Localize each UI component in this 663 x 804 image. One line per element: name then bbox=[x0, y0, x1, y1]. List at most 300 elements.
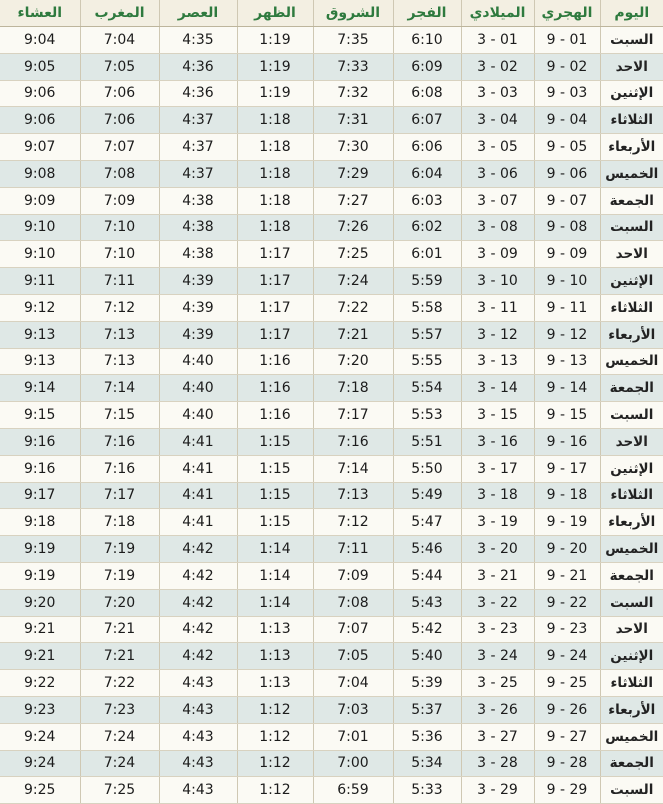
day-cell: السبت bbox=[600, 402, 663, 429]
table-row bbox=[0, 241, 663, 268]
day-cell: الثلاثاء bbox=[600, 107, 663, 134]
maghrib-cell: 7:13 bbox=[80, 348, 159, 375]
asr-cell: 4:37 bbox=[159, 134, 237, 161]
table-row bbox=[0, 750, 663, 777]
sunrise-cell: 7:24 bbox=[313, 268, 393, 295]
hijri-cell: 9 - 17 bbox=[534, 455, 600, 482]
sunrise-cell: 7:31 bbox=[313, 107, 393, 134]
table-row bbox=[0, 589, 663, 616]
header-gregorian: الميلادي bbox=[461, 0, 534, 27]
fajr-cell: 5:44 bbox=[393, 562, 461, 589]
hijri-cell: 9 - 04 bbox=[534, 107, 600, 134]
maghrib-cell: 7:06 bbox=[80, 107, 159, 134]
asr-cell: 4:43 bbox=[159, 723, 237, 750]
hijri-cell: 9 - 09 bbox=[534, 241, 600, 268]
dhuhr-cell: 1:14 bbox=[237, 562, 313, 589]
day-cell: الاحد bbox=[600, 241, 663, 268]
sunrise-cell: 7:33 bbox=[313, 53, 393, 80]
sunrise-cell: 7:30 bbox=[313, 134, 393, 161]
gregorian-cell: 3 - 27 bbox=[461, 723, 534, 750]
table-row bbox=[0, 27, 663, 54]
gregorian-cell: 3 - 26 bbox=[461, 696, 534, 723]
day-cell: السبت bbox=[600, 27, 663, 54]
maghrib-cell: 7:22 bbox=[80, 670, 159, 697]
hijri-cell: 9 - 11 bbox=[534, 294, 600, 321]
day-cell: الخميس bbox=[600, 723, 663, 750]
asr-cell: 4:38 bbox=[159, 187, 237, 214]
sunrise-cell: 7:32 bbox=[313, 80, 393, 107]
sunrise-cell: 7:08 bbox=[313, 589, 393, 616]
day-cell: الإثنين bbox=[600, 80, 663, 107]
dhuhr-cell: 1:17 bbox=[237, 241, 313, 268]
dhuhr-cell: 1:12 bbox=[237, 750, 313, 777]
asr-cell: 4:40 bbox=[159, 375, 237, 402]
isha-cell: 9:21 bbox=[0, 643, 80, 670]
day-cell: الأربعاء bbox=[600, 321, 663, 348]
day-cell: الثلاثاء bbox=[600, 670, 663, 697]
header-dhuhr: الظهر bbox=[237, 0, 313, 27]
table-row bbox=[0, 294, 663, 321]
day-cell: الإثنين bbox=[600, 268, 663, 295]
fajr-cell: 5:59 bbox=[393, 268, 461, 295]
fajr-cell: 5:58 bbox=[393, 294, 461, 321]
table-row bbox=[0, 643, 663, 670]
isha-cell: 9:19 bbox=[0, 536, 80, 563]
isha-cell: 9:10 bbox=[0, 241, 80, 268]
hijri-cell: 9 - 27 bbox=[534, 723, 600, 750]
isha-cell: 9:16 bbox=[0, 428, 80, 455]
dhuhr-cell: 1:18 bbox=[237, 187, 313, 214]
maghrib-cell: 7:08 bbox=[80, 160, 159, 187]
dhuhr-cell: 1:12 bbox=[237, 723, 313, 750]
hijri-cell: 9 - 16 bbox=[534, 428, 600, 455]
isha-cell: 9:17 bbox=[0, 482, 80, 509]
dhuhr-cell: 1:13 bbox=[237, 616, 313, 643]
sunrise-cell: 7:04 bbox=[313, 670, 393, 697]
maghrib-cell: 7:16 bbox=[80, 455, 159, 482]
isha-cell: 9:21 bbox=[0, 616, 80, 643]
day-cell: الجمعة bbox=[600, 187, 663, 214]
table-row bbox=[0, 777, 663, 804]
day-cell: الثلاثاء bbox=[600, 482, 663, 509]
maghrib-cell: 7:11 bbox=[80, 268, 159, 295]
table-row bbox=[0, 348, 663, 375]
dhuhr-cell: 1:16 bbox=[237, 348, 313, 375]
day-cell: السبت bbox=[600, 589, 663, 616]
fajr-cell: 6:04 bbox=[393, 160, 461, 187]
sunrise-cell: 7:35 bbox=[313, 27, 393, 54]
hijri-cell: 9 - 08 bbox=[534, 214, 600, 241]
asr-cell: 4:36 bbox=[159, 80, 237, 107]
day-cell: الاحد bbox=[600, 53, 663, 80]
table-row bbox=[0, 214, 663, 241]
gregorian-cell: 3 - 04 bbox=[461, 107, 534, 134]
asr-cell: 4:36 bbox=[159, 53, 237, 80]
isha-cell: 9:07 bbox=[0, 134, 80, 161]
maghrib-cell: 7:16 bbox=[80, 428, 159, 455]
maghrib-cell: 7:18 bbox=[80, 509, 159, 536]
isha-cell: 9:18 bbox=[0, 509, 80, 536]
sunrise-cell: 7:22 bbox=[313, 294, 393, 321]
day-cell: السبت bbox=[600, 777, 663, 804]
dhuhr-cell: 1:12 bbox=[237, 696, 313, 723]
sunrise-cell: 7:13 bbox=[313, 482, 393, 509]
table-row bbox=[0, 53, 663, 80]
dhuhr-cell: 1:19 bbox=[237, 27, 313, 54]
gregorian-cell: 3 - 28 bbox=[461, 750, 534, 777]
sunrise-cell: 7:20 bbox=[313, 348, 393, 375]
asr-cell: 4:41 bbox=[159, 428, 237, 455]
table-row bbox=[0, 107, 663, 134]
isha-cell: 9:11 bbox=[0, 268, 80, 295]
day-cell: الخميس bbox=[600, 536, 663, 563]
maghrib-cell: 7:24 bbox=[80, 723, 159, 750]
header-fajr: الفجر bbox=[393, 0, 461, 27]
isha-cell: 9:08 bbox=[0, 160, 80, 187]
day-cell: الاحد bbox=[600, 616, 663, 643]
isha-cell: 9:13 bbox=[0, 321, 80, 348]
table-row bbox=[0, 696, 663, 723]
day-cell: الأربعاء bbox=[600, 509, 663, 536]
isha-cell: 9:24 bbox=[0, 723, 80, 750]
day-cell: الخميس bbox=[600, 348, 663, 375]
asr-cell: 4:40 bbox=[159, 348, 237, 375]
asr-cell: 4:35 bbox=[159, 27, 237, 54]
gregorian-cell: 3 - 17 bbox=[461, 455, 534, 482]
gregorian-cell: 3 - 08 bbox=[461, 214, 534, 241]
table-row bbox=[0, 616, 663, 643]
asr-cell: 4:43 bbox=[159, 750, 237, 777]
maghrib-cell: 7:24 bbox=[80, 750, 159, 777]
asr-cell: 4:43 bbox=[159, 777, 237, 804]
gregorian-cell: 3 - 03 bbox=[461, 80, 534, 107]
maghrib-cell: 7:14 bbox=[80, 375, 159, 402]
header-day: اليوم bbox=[600, 0, 663, 27]
table-row bbox=[0, 402, 663, 429]
maghrib-cell: 7:05 bbox=[80, 53, 159, 80]
hijri-cell: 9 - 26 bbox=[534, 696, 600, 723]
fajr-cell: 5:40 bbox=[393, 643, 461, 670]
isha-cell: 9:23 bbox=[0, 696, 80, 723]
maghrib-cell: 7:10 bbox=[80, 214, 159, 241]
dhuhr-cell: 1:16 bbox=[237, 402, 313, 429]
fajr-cell: 6:08 bbox=[393, 80, 461, 107]
hijri-cell: 9 - 20 bbox=[534, 536, 600, 563]
header-isha: العشاء bbox=[0, 0, 80, 27]
day-cell: الجمعة bbox=[600, 750, 663, 777]
gregorian-cell: 3 - 21 bbox=[461, 562, 534, 589]
fajr-cell: 5:36 bbox=[393, 723, 461, 750]
header-asr: العصر bbox=[159, 0, 237, 27]
gregorian-cell: 3 - 22 bbox=[461, 589, 534, 616]
gregorian-cell: 3 - 19 bbox=[461, 509, 534, 536]
isha-cell: 9:06 bbox=[0, 80, 80, 107]
day-cell: الإثنين bbox=[600, 455, 663, 482]
gregorian-cell: 3 - 06 bbox=[461, 160, 534, 187]
hijri-cell: 9 - 14 bbox=[534, 375, 600, 402]
gregorian-cell: 3 - 09 bbox=[461, 241, 534, 268]
fajr-cell: 5:51 bbox=[393, 428, 461, 455]
asr-cell: 4:41 bbox=[159, 482, 237, 509]
isha-cell: 9:05 bbox=[0, 53, 80, 80]
asr-cell: 4:38 bbox=[159, 214, 237, 241]
dhuhr-cell: 1:15 bbox=[237, 509, 313, 536]
gregorian-cell: 3 - 15 bbox=[461, 402, 534, 429]
table-row bbox=[0, 482, 663, 509]
sunrise-cell: 7:12 bbox=[313, 509, 393, 536]
hijri-cell: 9 - 13 bbox=[534, 348, 600, 375]
maghrib-cell: 7:10 bbox=[80, 241, 159, 268]
gregorian-cell: 3 - 14 bbox=[461, 375, 534, 402]
table-header bbox=[0, 0, 663, 27]
asr-cell: 4:42 bbox=[159, 536, 237, 563]
dhuhr-cell: 1:19 bbox=[237, 53, 313, 80]
sunrise-cell: 7:00 bbox=[313, 750, 393, 777]
fajr-cell: 5:47 bbox=[393, 509, 461, 536]
asr-cell: 4:38 bbox=[159, 241, 237, 268]
sunrise-cell: 7:25 bbox=[313, 241, 393, 268]
fajr-cell: 5:57 bbox=[393, 321, 461, 348]
day-cell: الجمعة bbox=[600, 375, 663, 402]
fajr-cell: 5:49 bbox=[393, 482, 461, 509]
maghrib-cell: 7:07 bbox=[80, 134, 159, 161]
fajr-cell: 5:39 bbox=[393, 670, 461, 697]
hijri-cell: 9 - 03 bbox=[534, 80, 600, 107]
hijri-cell: 9 - 18 bbox=[534, 482, 600, 509]
maghrib-cell: 7:09 bbox=[80, 187, 159, 214]
sunrise-cell: 7:29 bbox=[313, 160, 393, 187]
asr-cell: 4:43 bbox=[159, 670, 237, 697]
dhuhr-cell: 1:13 bbox=[237, 670, 313, 697]
sunrise-cell: 7:09 bbox=[313, 562, 393, 589]
hijri-cell: 9 - 10 bbox=[534, 268, 600, 295]
gregorian-cell: 3 - 01 bbox=[461, 27, 534, 54]
header-maghrib: المغرب bbox=[80, 0, 159, 27]
dhuhr-cell: 1:14 bbox=[237, 589, 313, 616]
gregorian-cell: 3 - 18 bbox=[461, 482, 534, 509]
table-row bbox=[0, 428, 663, 455]
dhuhr-cell: 1:16 bbox=[237, 375, 313, 402]
isha-cell: 9:12 bbox=[0, 294, 80, 321]
dhuhr-cell: 1:12 bbox=[237, 777, 313, 804]
dhuhr-cell: 1:18 bbox=[237, 214, 313, 241]
hijri-cell: 9 - 29 bbox=[534, 777, 600, 804]
gregorian-cell: 3 - 02 bbox=[461, 53, 534, 80]
dhuhr-cell: 1:17 bbox=[237, 321, 313, 348]
gregorian-cell: 3 - 07 bbox=[461, 187, 534, 214]
dhuhr-cell: 1:18 bbox=[237, 107, 313, 134]
dhuhr-cell: 1:19 bbox=[237, 80, 313, 107]
isha-cell: 9:04 bbox=[0, 27, 80, 54]
hijri-cell: 9 - 15 bbox=[534, 402, 600, 429]
isha-cell: 9:15 bbox=[0, 402, 80, 429]
maghrib-cell: 7:19 bbox=[80, 562, 159, 589]
hijri-cell: 9 - 28 bbox=[534, 750, 600, 777]
fajr-cell: 5:53 bbox=[393, 402, 461, 429]
asr-cell: 4:42 bbox=[159, 562, 237, 589]
sunrise-cell: 7:03 bbox=[313, 696, 393, 723]
table-row bbox=[0, 134, 663, 161]
hijri-cell: 9 - 02 bbox=[534, 53, 600, 80]
day-cell: الثلاثاء bbox=[600, 294, 663, 321]
asr-cell: 4:42 bbox=[159, 643, 237, 670]
sunrise-cell: 7:16 bbox=[313, 428, 393, 455]
fajr-cell: 5:33 bbox=[393, 777, 461, 804]
fajr-cell: 6:10 bbox=[393, 27, 461, 54]
asr-cell: 4:43 bbox=[159, 696, 237, 723]
header-hijri: الهجري bbox=[534, 0, 600, 27]
asr-cell: 4:42 bbox=[159, 616, 237, 643]
table-row bbox=[0, 268, 663, 295]
sunrise-cell: 7:17 bbox=[313, 402, 393, 429]
hijri-cell: 9 - 12 bbox=[534, 321, 600, 348]
table-row bbox=[0, 509, 663, 536]
dhuhr-cell: 1:17 bbox=[237, 294, 313, 321]
dhuhr-cell: 1:15 bbox=[237, 455, 313, 482]
asr-cell: 4:42 bbox=[159, 589, 237, 616]
dhuhr-cell: 1:15 bbox=[237, 482, 313, 509]
isha-cell: 9:09 bbox=[0, 187, 80, 214]
hijri-cell: 9 - 05 bbox=[534, 134, 600, 161]
table-row bbox=[0, 455, 663, 482]
asr-cell: 4:39 bbox=[159, 294, 237, 321]
table-row bbox=[0, 80, 663, 107]
fajr-cell: 5:34 bbox=[393, 750, 461, 777]
isha-cell: 9:13 bbox=[0, 348, 80, 375]
fajr-cell: 5:43 bbox=[393, 589, 461, 616]
fajr-cell: 5:50 bbox=[393, 455, 461, 482]
table-row bbox=[0, 723, 663, 750]
day-cell: الجمعة bbox=[600, 562, 663, 589]
sunrise-cell: 7:18 bbox=[313, 375, 393, 402]
gregorian-cell: 3 - 20 bbox=[461, 536, 534, 563]
sunrise-cell: 7:07 bbox=[313, 616, 393, 643]
table-row bbox=[0, 536, 663, 563]
isha-cell: 9:19 bbox=[0, 562, 80, 589]
gregorian-cell: 3 - 13 bbox=[461, 348, 534, 375]
hijri-cell: 9 - 23 bbox=[534, 616, 600, 643]
maghrib-cell: 7:04 bbox=[80, 27, 159, 54]
fajr-cell: 6:01 bbox=[393, 241, 461, 268]
isha-cell: 9:10 bbox=[0, 214, 80, 241]
table-row bbox=[0, 187, 663, 214]
hijri-cell: 9 - 01 bbox=[534, 27, 600, 54]
fajr-cell: 5:55 bbox=[393, 348, 461, 375]
maghrib-cell: 7:06 bbox=[80, 80, 159, 107]
asr-cell: 4:41 bbox=[159, 509, 237, 536]
maghrib-cell: 7:21 bbox=[80, 616, 159, 643]
day-cell: الأربعاء bbox=[600, 696, 663, 723]
asr-cell: 4:39 bbox=[159, 268, 237, 295]
dhuhr-cell: 1:14 bbox=[237, 536, 313, 563]
fajr-cell: 6:02 bbox=[393, 214, 461, 241]
isha-cell: 9:20 bbox=[0, 589, 80, 616]
fajr-cell: 6:03 bbox=[393, 187, 461, 214]
day-cell: الخميس bbox=[600, 160, 663, 187]
day-cell: الاحد bbox=[600, 428, 663, 455]
table-row bbox=[0, 321, 663, 348]
fajr-cell: 5:37 bbox=[393, 696, 461, 723]
dhuhr-cell: 1:18 bbox=[237, 134, 313, 161]
hijri-cell: 9 - 24 bbox=[534, 643, 600, 670]
fajr-cell: 6:06 bbox=[393, 134, 461, 161]
maghrib-cell: 7:19 bbox=[80, 536, 159, 563]
header-row bbox=[0, 0, 663, 27]
day-cell: الإثنين bbox=[600, 643, 663, 670]
fajr-cell: 6:09 bbox=[393, 53, 461, 80]
hijri-cell: 9 - 25 bbox=[534, 670, 600, 697]
sunrise-cell: 7:11 bbox=[313, 536, 393, 563]
maghrib-cell: 7:23 bbox=[80, 696, 159, 723]
fajr-cell: 5:54 bbox=[393, 375, 461, 402]
hijri-cell: 9 - 21 bbox=[534, 562, 600, 589]
maghrib-cell: 7:25 bbox=[80, 777, 159, 804]
hijri-cell: 9 - 06 bbox=[534, 160, 600, 187]
dhuhr-cell: 1:17 bbox=[237, 268, 313, 295]
sunrise-cell: 7:05 bbox=[313, 643, 393, 670]
sunrise-cell: 7:26 bbox=[313, 214, 393, 241]
dhuhr-cell: 1:13 bbox=[237, 643, 313, 670]
day-cell: السبت bbox=[600, 214, 663, 241]
sunrise-cell: 7:27 bbox=[313, 187, 393, 214]
asr-cell: 4:39 bbox=[159, 321, 237, 348]
gregorian-cell: 3 - 24 bbox=[461, 643, 534, 670]
asr-cell: 4:37 bbox=[159, 107, 237, 134]
gregorian-cell: 3 - 10 bbox=[461, 268, 534, 295]
sunrise-cell: 7:21 bbox=[313, 321, 393, 348]
header-sunrise: الشروق bbox=[313, 0, 393, 27]
gregorian-cell: 3 - 25 bbox=[461, 670, 534, 697]
gregorian-cell: 3 - 29 bbox=[461, 777, 534, 804]
gregorian-cell: 3 - 16 bbox=[461, 428, 534, 455]
dhuhr-cell: 1:18 bbox=[237, 160, 313, 187]
gregorian-cell: 3 - 23 bbox=[461, 616, 534, 643]
sunrise-cell: 7:01 bbox=[313, 723, 393, 750]
isha-cell: 9:22 bbox=[0, 670, 80, 697]
maghrib-cell: 7:17 bbox=[80, 482, 159, 509]
gregorian-cell: 3 - 05 bbox=[461, 134, 534, 161]
maghrib-cell: 7:15 bbox=[80, 402, 159, 429]
fajr-cell: 6:07 bbox=[393, 107, 461, 134]
isha-cell: 9:14 bbox=[0, 375, 80, 402]
fajr-cell: 5:46 bbox=[393, 536, 461, 563]
asr-cell: 4:40 bbox=[159, 402, 237, 429]
sunrise-cell: 7:14 bbox=[313, 455, 393, 482]
isha-cell: 9:25 bbox=[0, 777, 80, 804]
maghrib-cell: 7:20 bbox=[80, 589, 159, 616]
isha-cell: 9:06 bbox=[0, 107, 80, 134]
gregorian-cell: 3 - 11 bbox=[461, 294, 534, 321]
hijri-cell: 9 - 22 bbox=[534, 589, 600, 616]
maghrib-cell: 7:13 bbox=[80, 321, 159, 348]
asr-cell: 4:37 bbox=[159, 160, 237, 187]
sunrise-cell: 6:59 bbox=[313, 777, 393, 804]
fajr-cell: 5:42 bbox=[393, 616, 461, 643]
maghrib-cell: 7:21 bbox=[80, 643, 159, 670]
gregorian-cell: 3 - 12 bbox=[461, 321, 534, 348]
day-cell: الأربعاء bbox=[600, 134, 663, 161]
dhuhr-cell: 1:15 bbox=[237, 428, 313, 455]
table-body bbox=[0, 27, 663, 804]
isha-cell: 9:24 bbox=[0, 750, 80, 777]
hijri-cell: 9 - 19 bbox=[534, 509, 600, 536]
table-row bbox=[0, 562, 663, 589]
table-row bbox=[0, 375, 663, 402]
maghrib-cell: 7:12 bbox=[80, 294, 159, 321]
table-row bbox=[0, 670, 663, 697]
hijri-cell: 9 - 07 bbox=[534, 187, 600, 214]
isha-cell: 9:16 bbox=[0, 455, 80, 482]
